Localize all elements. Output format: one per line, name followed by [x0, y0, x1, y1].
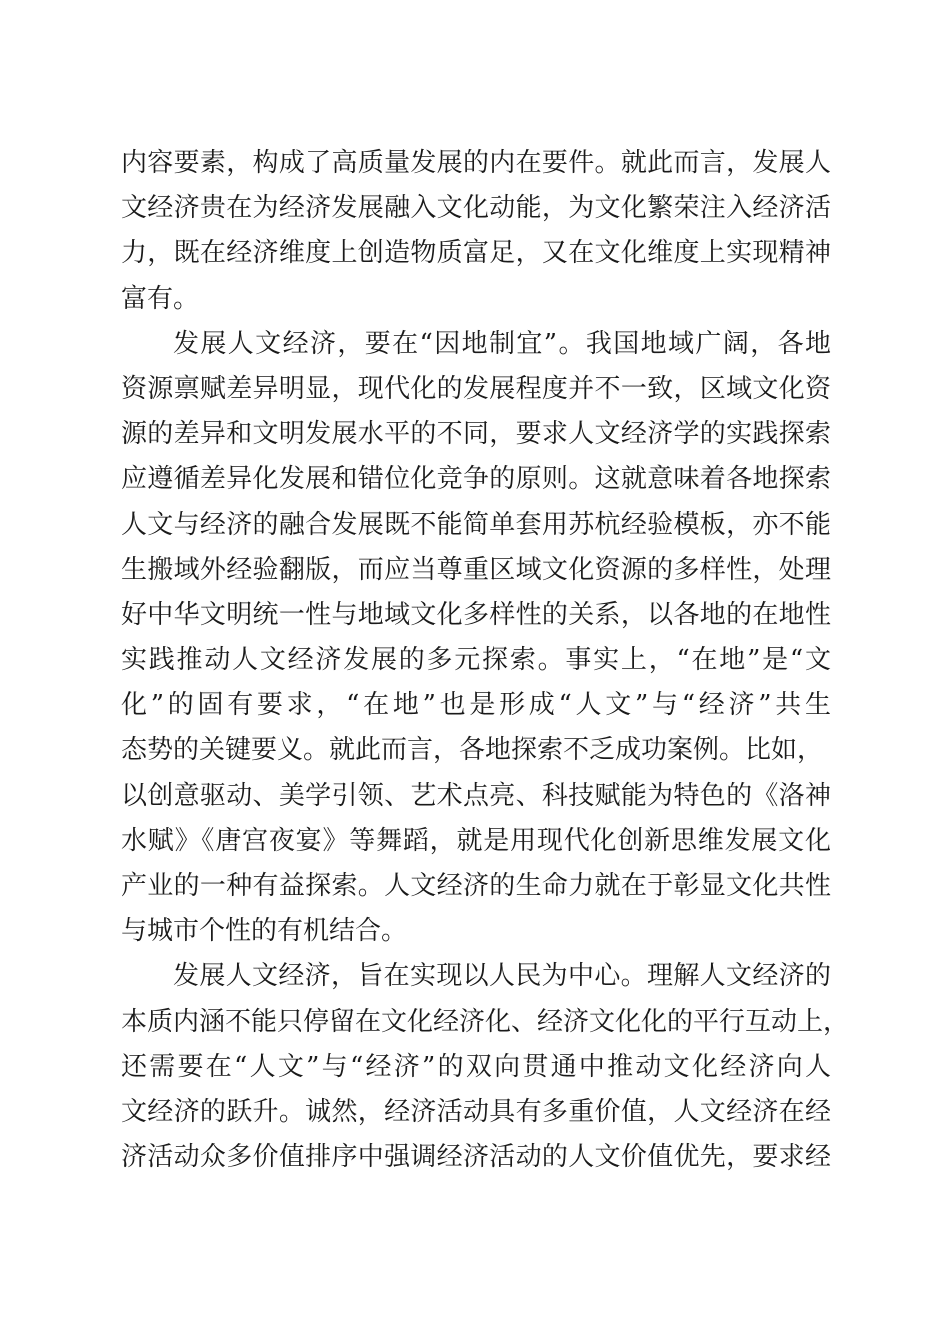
- text-line: 资源禀赋差异明显，现代化的发展程度并不一致，区域文化资: [121, 373, 831, 404]
- text-line: 实践推动人文经济发展的多元探索。事实上，“在地”是“文: [121, 645, 831, 676]
- text-line: 应遵循差异化发展和错位化竞争的原则。这就意味着各地探索: [121, 464, 831, 495]
- text-line: 生搬域外经验翻版，而应当尊重区域文化资源的多样性，处理: [121, 554, 831, 585]
- text-line: 济活动众多价值排序中强调经济活动的人文价值优先，要求经: [121, 1142, 831, 1173]
- text-line: 化”的固有要求，“在地”也是形成“人文”与“经济”共生: [121, 690, 831, 721]
- text-line: 产业的一种有益探索。人文经济的生命力就在于彰显文化共性: [121, 871, 831, 901]
- text-line: 文经济的跃升。诚然，经济活动具有多重价值，人文经济在经: [121, 1096, 831, 1127]
- text-line: 人文与经济的融合发展既不能简单套用苏杭经验模板，亦不能: [121, 509, 831, 540]
- text-line: 水赋》《唐宫夜宴》等舞蹈，就是用现代化创新思维发展文化: [121, 825, 831, 856]
- text-line: 富有。: [121, 283, 200, 314]
- text-line: 与城市个性的有机结合。: [121, 916, 408, 947]
- text-line: 还需要在“人文”与“经济”的双向贯通中推动文化经济向人: [121, 1051, 831, 1082]
- text-line: 好中华文明统一性与地域文化多样性的关系，以各地的在地性: [121, 599, 831, 630]
- text-line: 本质内涵不能只停留在文化经济化、经济文化化的平行互动上，: [121, 1006, 850, 1037]
- paragraph-first-line: 发展人文经济，旨在实现以人民为中心。理解人文经济的: [173, 961, 831, 992]
- article-body: [121, 141, 850, 1180]
- text-line: 态势的关键要义。就此而言，各地探索不乏成功案例。比如，: [121, 735, 824, 766]
- text-line: 源的差异和文明发展水平的不同，要求人文经济学的实践探索: [121, 419, 831, 450]
- paragraph-first-line: 发展人文经济，要在“因地制宜”。我国地域广阔，各地: [173, 328, 831, 359]
- text-line: 文经济贵在为经济发展融入文化动能，为文化繁荣注入经济活: [121, 193, 831, 224]
- text-line: 以创意驱动、美学引领、艺术点亮、科技赋能为特色的《洛神: [121, 780, 831, 811]
- text-line: 内容要素，构成了高质量发展的内在要件。就此而言，发展人: [121, 148, 831, 178]
- text-line: 力，既在经济维度上创造物质富足，又在文化维度上实现精神: [121, 238, 831, 269]
